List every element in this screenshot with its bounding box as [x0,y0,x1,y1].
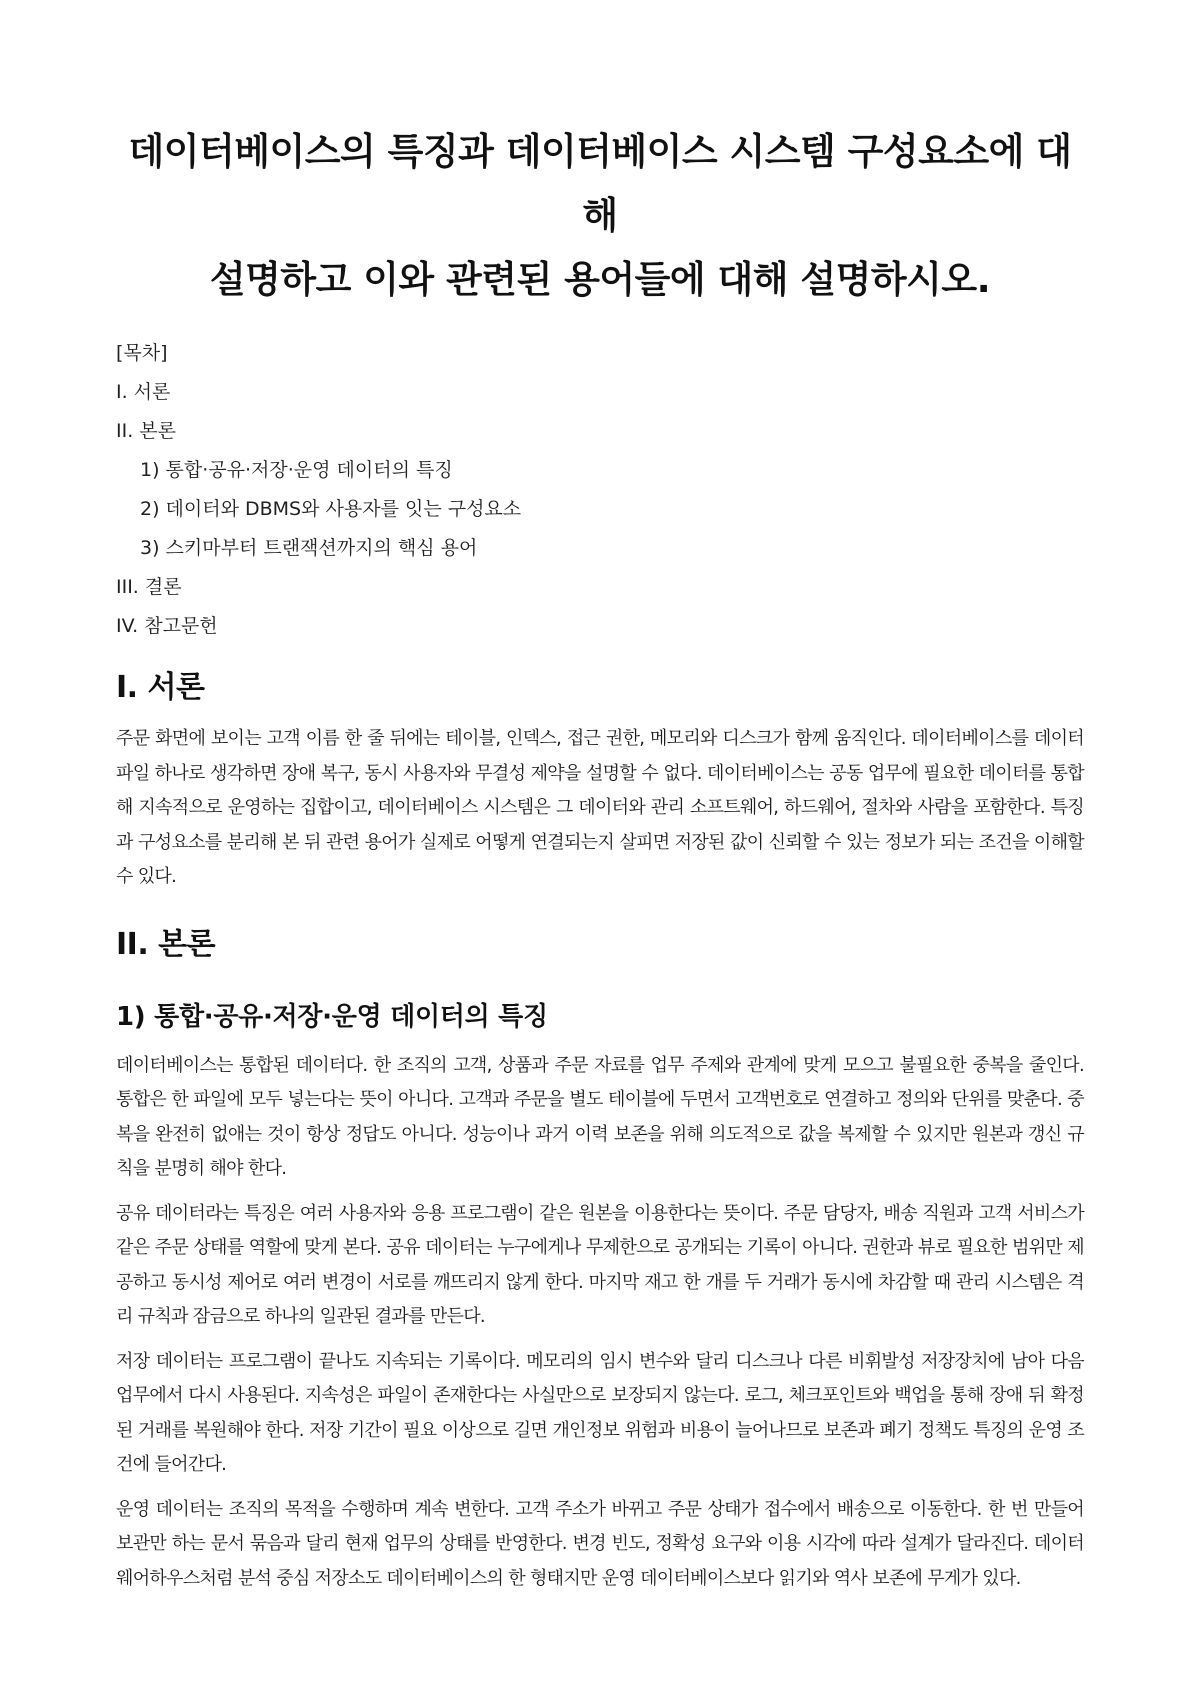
paragraph-integrated-data: 데이터베이스는 통합된 데이터다. 한 조직의 고객, 상품과 주문 자료를 업무 주제와 관계에 맞게 모으고 불필요한 중복을 줄인다. 통합은 한 파일에 모두 넣는다는 뜻이 아니다. 고객과 주문을 별도 테이블에 두면서 고객번호로 연결하고 정의와 단위를 맞춘다. 중복을 완전히 없애는 것이 항상 정답도 아니다. 성능이나 과거 이력 보존을 위해 의도적으로 값을 복제할 수 있지만 원본과 갱신 규칙을 분명히 해야 한다. [116,1054,1084,1179]
paragraph-operational-data: 운영 데이터는 조직의 목적을 수행하며 계속 변한다. 고객 주소가 바뀌고 주문 상태가 접수에서 배송으로 이동한다. 한 번 만들어 보관만 하는 문서 묶음과 달리 현재 업무의 상태를 반영한다. 변경 빈도, 정확성 요구와 이용 시각에 따라 설계가 달라진다. 데이터웨어하우스처럼 분석 중심 저장소도 데이터베이스의 한 형태지만 운영 데이터베이스보다 읽기와 역사 보존에 무게가 있다. [116,1498,1084,1589]
table-of-contents [116,334,1084,646]
document-title-line-2: 설명하고 이와 관련된 용어들에 대해 설명하시오. [209,258,991,301]
toc-item-conclusion: III. 결론 [116,576,182,598]
paragraph-shared-data: 공유 데이터라는 특징은 여러 사용자와 응용 프로그램이 같은 원본을 이용한다는 뜻이다. 주문 담당자, 배송 직원과 고객 서비스가 같은 주문 상태를 역할에 맞게 본다. 공유 데이터는 누구에게나 무제한으로 공개되는 기록이 아니다. 권한과 뷰로 필요한 범위만 제공하고 동시성 제어로 여러 변경이 서로를 깨뜨리지 않게 한다. 마지막 재고 한 개를 두 거래가 동시에 차감할 때 관리 시스템은 격리 규칙과 잠금으로 하나의 일관된 결과를 만든다. [116,1202,1084,1327]
toc-heading: [목차] [116,342,168,364]
subsection-heading-features: 1) 통합·공유·저장·운영 데이터의 특징 [116,1001,548,1032]
toc-item-body: II. 본론 [116,420,176,442]
document-title [116,0,1084,312]
toc-item-body-1: 1) 통합·공유·저장·운영 데이터의 특징 [140,459,453,481]
toc-item-body-2: 2) 데이터와 DBMS와 사용자를 잇는 구성요소 [140,498,522,520]
document-title-line-1: 데이터베이스의 특징과 데이터베이스 시스템 구성요소에 대해 [128,130,1072,237]
body-heading: II. 본론 [116,926,216,962]
intro-paragraph: 주문 화면에 보이는 고객 이름 한 줄 뒤에는 테이블, 인덱스, 접근 권한, 메모리와 디스크가 함께 움직인다. 데이터베이스를 데이터 파일 하나로 생각하면 장애 복구, 동시 사용자와 무결성 제약을 설명할 수 없다. 데이터베이스는 공동 업무에 필요한 데이터를 통합해 지속적으로 운영하는 집합이고, 데이터베이스 시스템은 그 데이터와 관리 소프트웨어, 하드웨어, 절차와 사람을 포함한다. 특징과 구성요소를 분리해 본 뒤 관련 용어가 실제로 어떻게 연결되는지 살피면 저장된 값이 신뢰할 수 있는 정보가 되는 조건을 이해할 수 있다. [116,728,1084,887]
paragraph-stored-data: 저장 데이터는 프로그램이 끝나도 지속되는 기록이다. 메모리의 임시 변수와 달리 디스크나 다른 비휘발성 저장장치에 남아 다음 업무에서 다시 사용된다. 지속성은 파일이 존재한다는 사실만으로 보장되지 않는다. 로그, 체크포인트와 백업을 통해 장애 뒤 확정된 거래를 복원해야 한다. 저장 기간이 필요 이상으로 길면 개인정보 위험과 비용이 늘어나므로 보존과 폐기 정책도 특징의 운영 조건에 들어간다. [116,1350,1084,1475]
toc-item-references: IV. 참고문헌 [116,615,218,637]
intro-heading: I. 서론 [116,670,205,705]
toc-item-body-3: 3) 스키마부터 트랜잭션까지의 핵심 용어 [140,537,478,559]
toc-item-intro: I. 서론 [116,381,171,403]
